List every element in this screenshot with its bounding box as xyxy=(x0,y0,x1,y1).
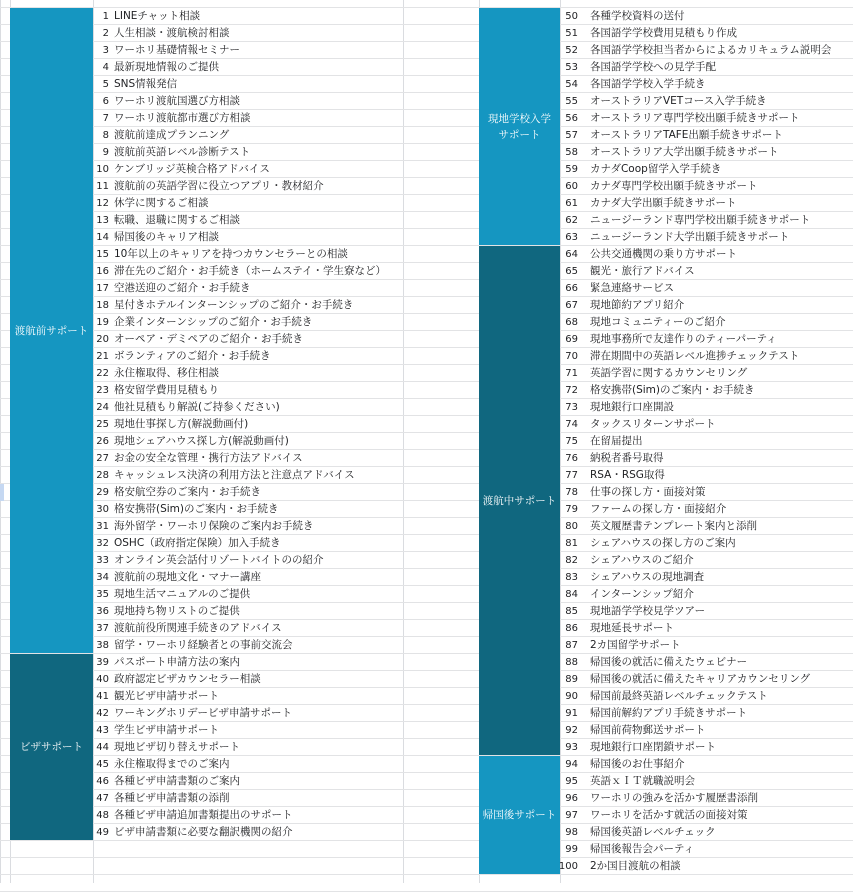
item-label[interactable]: 現地節約アプリ紹介 xyxy=(590,299,685,311)
item-number[interactable]: 76 xyxy=(565,453,578,464)
item-number[interactable]: 97 xyxy=(565,810,578,821)
item-number[interactable]: 17 xyxy=(96,283,109,294)
item-number[interactable]: 54 xyxy=(565,79,578,90)
item-number[interactable]: 89 xyxy=(565,674,578,685)
item-number[interactable]: 63 xyxy=(565,232,578,243)
item-label[interactable]: 格安航空券のご案内・お手続き xyxy=(114,486,261,498)
item-number[interactable]: 50 xyxy=(565,11,578,22)
item-label[interactable]: 星付きホテルインターンシップのご紹介・お手続き xyxy=(114,299,354,311)
item-label[interactable]: ケンブリッジ英検合格アドバイス xyxy=(114,163,270,175)
item-number[interactable]: 37 xyxy=(96,623,109,634)
item-number[interactable]: 38 xyxy=(96,640,109,651)
item-label[interactable]: RSA・RSG取得 xyxy=(590,469,665,481)
item-label[interactable]: ファームの探し方・面接紹介 xyxy=(590,503,727,515)
item-label[interactable]: シェアハウスのご紹介 xyxy=(590,554,694,566)
item-label[interactable]: 現地ビザ切り替えサポート xyxy=(114,741,240,753)
item-label[interactable]: 企業インターンシップのご紹介・お手続き xyxy=(114,316,313,328)
item-label[interactable]: 現地シェアハウス探し方(解説動画付) xyxy=(114,435,289,447)
item-number[interactable]: 53 xyxy=(565,62,578,73)
item-label[interactable]: 空港送迎のご紹介・お手続き xyxy=(114,282,251,294)
item-number[interactable]: 16 xyxy=(96,266,109,277)
item-label[interactable]: オンライン英会話付リゾートバイトのの紹介 xyxy=(114,554,324,566)
item-number[interactable]: 33 xyxy=(96,555,109,566)
item-number[interactable]: 88 xyxy=(565,657,578,668)
item-number[interactable]: 74 xyxy=(565,419,578,430)
item-label[interactable]: ワーホリ渡航都市選び方相談 xyxy=(114,112,251,124)
item-label[interactable]: 各国語学学校担当者からによるカリキュラム説明会 xyxy=(590,44,832,56)
item-label[interactable]: ワーホリ基礎情報セミナー xyxy=(114,44,240,56)
item-number[interactable]: 56 xyxy=(565,113,578,124)
item-number[interactable]: 47 xyxy=(96,793,109,804)
item-number[interactable]: 15 xyxy=(96,249,109,260)
item-number[interactable]: 29 xyxy=(96,487,109,498)
item-label[interactable]: 現地生活マニュアルのご提供 xyxy=(114,588,251,600)
item-label[interactable]: LINEチャット相談 xyxy=(114,10,201,22)
item-number[interactable]: 67 xyxy=(565,300,578,311)
item-label[interactable]: 永住権取得、移住相談 xyxy=(114,367,219,379)
item-number[interactable]: 30 xyxy=(96,504,109,515)
item-label[interactable]: ワーホリの強みを活かす履歴書添削 xyxy=(590,792,758,804)
item-label[interactable]: 格安携帯(Sim)のご案内・お手続き xyxy=(590,384,755,396)
item-number[interactable]: 26 xyxy=(96,436,109,447)
item-label[interactable]: 帰国後の就活に備えたキャリアカウンセリング xyxy=(590,673,811,685)
item-label[interactable]: 観光・旅行アドバイス xyxy=(590,265,695,277)
item-label[interactable]: カナダ大学出願手続きサポート xyxy=(590,197,737,209)
item-label[interactable]: OSHC（政府指定保険）加入手続き xyxy=(114,537,281,549)
category-cell[interactable]: 現地学校入学 サポート xyxy=(479,8,560,245)
item-label[interactable]: 現地銀行口座閉鎖サポート xyxy=(590,741,716,753)
item-label[interactable]: 現地語学学校見学ツアー xyxy=(590,605,706,617)
item-label[interactable]: 帰国後英語レベルチェック xyxy=(590,826,716,838)
item-number[interactable]: 95 xyxy=(565,776,578,787)
item-number[interactable]: 94 xyxy=(565,759,578,770)
item-label[interactable]: ワーホリ渡航国選び方相談 xyxy=(114,95,240,107)
item-label[interactable]: 格安留学費用見積もり xyxy=(114,384,219,396)
item-label[interactable]: 現地コミュニティーのご紹介 xyxy=(590,316,726,328)
item-number[interactable]: 4 xyxy=(102,62,109,73)
item-number[interactable]: 46 xyxy=(96,776,109,787)
item-label[interactable]: 公共交通機関の乗り方サポート xyxy=(590,248,737,260)
item-number[interactable]: 20 xyxy=(96,334,109,345)
item-number[interactable]: 87 xyxy=(565,640,578,651)
item-label[interactable]: 現地事務所で友達作りのティーパーティ xyxy=(590,333,777,345)
item-label[interactable]: 帰国後の就活に備えたウェビナー xyxy=(590,656,748,668)
category-cell[interactable]: ビザサポート xyxy=(10,654,93,840)
item-number[interactable]: 70 xyxy=(565,351,578,362)
item-label[interactable]: 在留届提出 xyxy=(590,435,643,447)
item-number[interactable]: 39 xyxy=(96,657,109,668)
item-label[interactable]: オーストラリアTAFE出願手続きサポート xyxy=(590,129,783,141)
item-label[interactable]: シェアハウスの探し方のご案内 xyxy=(590,537,736,549)
item-label[interactable]: 各国語学学校費用見積もり作成 xyxy=(590,27,737,39)
item-label[interactable]: 各国語学学校への見学手配 xyxy=(590,61,716,73)
item-number[interactable]: 80 xyxy=(565,521,578,532)
item-label[interactable]: 各種ビザ申請書類の添削 xyxy=(114,792,230,804)
item-number[interactable]: 82 xyxy=(565,555,578,566)
item-number[interactable]: 71 xyxy=(565,368,578,379)
item-number[interactable]: 21 xyxy=(96,351,109,362)
item-label[interactable]: 10年以上のキャリアを持つカウンセラーとの相談 xyxy=(114,248,348,260)
item-number[interactable]: 7 xyxy=(102,113,109,124)
item-number[interactable]: 12 xyxy=(96,198,109,209)
item-number[interactable]: 28 xyxy=(96,470,109,481)
item-number[interactable]: 23 xyxy=(96,385,109,396)
item-label[interactable]: カナダ専門学校出願手続きサポート xyxy=(590,180,758,192)
item-number[interactable]: 44 xyxy=(96,742,109,753)
item-number[interactable]: 61 xyxy=(565,198,578,209)
item-number[interactable]: 59 xyxy=(565,164,578,175)
item-label[interactable]: 休学に関するご相談 xyxy=(114,197,209,209)
item-label[interactable]: 現地銀行口座開設 xyxy=(590,401,674,413)
item-number[interactable]: 86 xyxy=(565,623,578,634)
item-number[interactable]: 34 xyxy=(96,572,109,583)
item-label[interactable]: ワーホリを活かす就活の面接対策 xyxy=(590,809,748,821)
item-number[interactable]: 72 xyxy=(565,385,578,396)
item-label[interactable]: 永住権取得までのご案内 xyxy=(114,758,230,770)
item-label[interactable]: 帰国前荷物郵送サポート xyxy=(590,724,706,736)
item-label[interactable]: 各国語学学校入学手続き xyxy=(590,78,706,90)
item-number[interactable]: 69 xyxy=(565,334,578,345)
item-number[interactable]: 75 xyxy=(565,436,578,447)
item-label[interactable]: お金の安全な管理・携行方法アドバイス xyxy=(114,452,303,464)
item-label[interactable]: 帰国後のキャリア相談 xyxy=(114,231,219,243)
item-label[interactable]: ニュージーランド専門学校出願手続きサポート xyxy=(590,214,811,226)
item-number[interactable]: 6 xyxy=(102,96,109,107)
row-selection-marker xyxy=(0,484,4,501)
category-cell[interactable]: 渡航前サポート xyxy=(10,8,93,653)
item-label[interactable]: 仕事の探し方・面接対策 xyxy=(590,486,706,498)
item-number[interactable]: 77 xyxy=(565,470,578,481)
grid-column-line xyxy=(403,0,404,883)
item-label[interactable]: 帰国前最終英語レベルチェックテスト xyxy=(590,690,768,702)
item-number[interactable]: 91 xyxy=(565,708,578,719)
item-label[interactable]: 各種学校資料の送付 xyxy=(590,10,685,22)
item-label[interactable]: 英語ｘＩＴ就職説明会 xyxy=(590,775,695,787)
item-number[interactable]: 35 xyxy=(96,589,109,600)
item-number[interactable]: 1 xyxy=(102,11,109,22)
item-label[interactable]: 英語学習に関するカウンセリング xyxy=(590,367,748,379)
item-number[interactable]: 3 xyxy=(102,45,109,56)
item-number[interactable]: 24 xyxy=(96,402,109,413)
item-label[interactable]: ワーキングホリデービザ申請サポート xyxy=(114,707,292,719)
item-number[interactable]: 93 xyxy=(565,742,578,753)
item-label[interactable]: 現地仕事探し方(解説動画付) xyxy=(114,418,249,430)
item-number[interactable]: 58 xyxy=(565,147,578,158)
item-label[interactable]: カナダCoop留学入学手続き xyxy=(590,163,722,175)
item-number[interactable]: 92 xyxy=(565,725,578,736)
item-number[interactable]: 8 xyxy=(102,130,109,141)
item-label[interactable]: 現地持ち物リストのご提供 xyxy=(114,605,240,617)
item-number[interactable]: 49 xyxy=(96,827,109,838)
item-label[interactable]: 帰国後のお仕事紹介 xyxy=(590,758,685,770)
item-label[interactable]: 英文履歴書テンプレート案内と添削 xyxy=(590,520,758,532)
item-number[interactable]: 19 xyxy=(96,317,109,328)
item-number[interactable]: 62 xyxy=(565,215,578,226)
item-number[interactable]: 52 xyxy=(565,45,578,56)
item-number[interactable]: 85 xyxy=(565,606,578,617)
item-number[interactable]: 32 xyxy=(96,538,109,549)
category-cell[interactable]: 渡航中サポート xyxy=(479,246,560,755)
item-label[interactable]: 渡航前英語レベル診断テスト xyxy=(114,146,251,158)
item-label[interactable]: 他社見積もり解説(ご持参ください) xyxy=(114,401,280,413)
item-number[interactable]: 2 xyxy=(102,28,109,39)
item-label[interactable]: 帰国後報告会パーティ xyxy=(590,843,695,855)
item-label[interactable]: 各種ビザ申請書類のご案内 xyxy=(114,775,240,787)
item-label[interactable]: 各種ビザ申請追加書類提出のサポート xyxy=(114,809,293,821)
item-label[interactable]: 2か国目渡航の相談 xyxy=(590,860,681,872)
item-number[interactable]: 41 xyxy=(96,691,109,702)
item-number[interactable]: 78 xyxy=(565,487,578,498)
item-label[interactable]: ボランティアのご紹介・お手続き xyxy=(114,350,271,362)
item-label[interactable]: 渡航前達成プランニング xyxy=(114,129,230,141)
item-number[interactable]: 64 xyxy=(565,249,578,260)
item-number[interactable]: 10 xyxy=(96,164,109,175)
item-number[interactable]: 73 xyxy=(565,402,578,413)
item-number[interactable]: 45 xyxy=(96,759,109,770)
item-number[interactable]: 22 xyxy=(96,368,109,379)
item-label[interactable]: 帰国前解約アプリ手続きサポート xyxy=(590,707,748,719)
item-label[interactable]: 人生相談・渡航検討相談 xyxy=(114,27,230,39)
item-label[interactable]: 政府認定ビザカウンセラー相談 xyxy=(114,673,261,685)
item-label[interactable]: 2カ国留学サポート xyxy=(590,639,681,651)
item-number[interactable]: 90 xyxy=(565,691,578,702)
item-number[interactable]: 27 xyxy=(96,453,109,464)
item-label[interactable]: 滞在先のご紹介・お手続き（ホームステイ・学生寮など） xyxy=(114,265,387,277)
item-number[interactable]: 48 xyxy=(96,810,109,821)
item-number[interactable]: 98 xyxy=(565,827,578,838)
item-label[interactable]: SNS情報発信 xyxy=(114,78,178,90)
item-number[interactable]: 43 xyxy=(96,725,109,736)
item-label[interactable]: シェアハウスの現地調査 xyxy=(590,571,705,583)
item-number[interactable]: 55 xyxy=(565,96,578,107)
item-number[interactable]: 11 xyxy=(96,181,109,192)
item-label[interactable]: キャッシュレス決済の利用方法と注意点アドバイス xyxy=(114,469,355,481)
item-number[interactable]: 68 xyxy=(565,317,578,328)
item-number[interactable]: 66 xyxy=(565,283,578,294)
item-number[interactable]: 40 xyxy=(96,674,109,685)
item-number[interactable]: 5 xyxy=(102,79,109,90)
item-label[interactable]: 転職、退職に関するご相談 xyxy=(114,214,240,226)
item-label[interactable]: オーストラリア大学出願手続きサポート xyxy=(590,146,779,158)
item-number[interactable]: 42 xyxy=(96,708,109,719)
item-number[interactable]: 84 xyxy=(565,589,578,600)
item-number[interactable]: 100 xyxy=(558,861,578,872)
item-number[interactable]: 18 xyxy=(96,300,109,311)
item-number[interactable]: 57 xyxy=(565,130,578,141)
item-number[interactable]: 51 xyxy=(565,28,578,39)
item-number[interactable]: 36 xyxy=(96,606,109,617)
item-label[interactable]: 緊急連絡サービス xyxy=(590,282,674,294)
item-label[interactable]: 現地延長サポート xyxy=(590,622,674,634)
item-label[interactable]: ビザ申請書類に必要な翻訳機関の紹介 xyxy=(114,826,293,838)
item-label[interactable]: 格安携帯(Sim)のご案内・お手続き xyxy=(114,503,279,515)
item-label[interactable]: 最新現地情報のご提供 xyxy=(114,61,219,73)
item-number[interactable]: 96 xyxy=(565,793,578,804)
item-label[interactable]: 滞在期間中の英語レベル進捗チェックテスト xyxy=(590,350,800,362)
item-label[interactable]: オーストラリアVETコース入学手続き xyxy=(590,95,767,107)
item-label[interactable]: 学生ビザ申請サポート xyxy=(114,724,219,736)
item-label[interactable]: 海外留学・ワーホリ保険のご案内お手続き xyxy=(114,520,314,532)
item-label[interactable]: 観光ビザ申請サポート xyxy=(114,690,219,702)
item-label[interactable]: オーペア・デミペアのご紹介・お手続き xyxy=(114,333,303,345)
grid-column-line xyxy=(0,0,1,883)
item-label[interactable]: オーストラリア専門学校出願手続きサポート xyxy=(590,112,800,124)
item-label[interactable]: タックスリターンサポート xyxy=(590,418,716,430)
item-number[interactable]: 83 xyxy=(565,572,578,583)
item-number[interactable]: 81 xyxy=(565,538,578,549)
item-label[interactable]: 納税者番号取得 xyxy=(590,452,664,464)
item-label[interactable]: インターンシップ紹介 xyxy=(590,588,694,600)
item-number[interactable]: 99 xyxy=(565,844,578,855)
item-number[interactable]: 31 xyxy=(96,521,109,532)
item-number[interactable]: 14 xyxy=(96,232,109,243)
item-label[interactable]: 渡航前の英語学習に役立つアプリ・教材紹介 xyxy=(114,180,324,192)
item-number[interactable]: 79 xyxy=(565,504,578,515)
item-label[interactable]: ニュージーランド大学出願手続きサポート xyxy=(590,231,790,243)
category-cell[interactable]: 帰国後サポート xyxy=(479,756,560,874)
item-label[interactable]: 渡航前の現地文化・マナー講座 xyxy=(114,571,261,583)
item-number[interactable]: 9 xyxy=(102,147,109,158)
item-label[interactable]: 留学・ワーホリ経験者との事前交流会 xyxy=(114,639,293,651)
item-number[interactable]: 25 xyxy=(96,419,109,430)
item-label[interactable]: パスポート申請方法の案内 xyxy=(114,656,240,668)
item-label[interactable]: 渡航前役所関連手続きのアドバイス xyxy=(114,622,282,634)
item-number[interactable]: 13 xyxy=(96,215,109,226)
item-number[interactable]: 65 xyxy=(565,266,578,277)
item-number[interactable]: 60 xyxy=(565,181,578,192)
